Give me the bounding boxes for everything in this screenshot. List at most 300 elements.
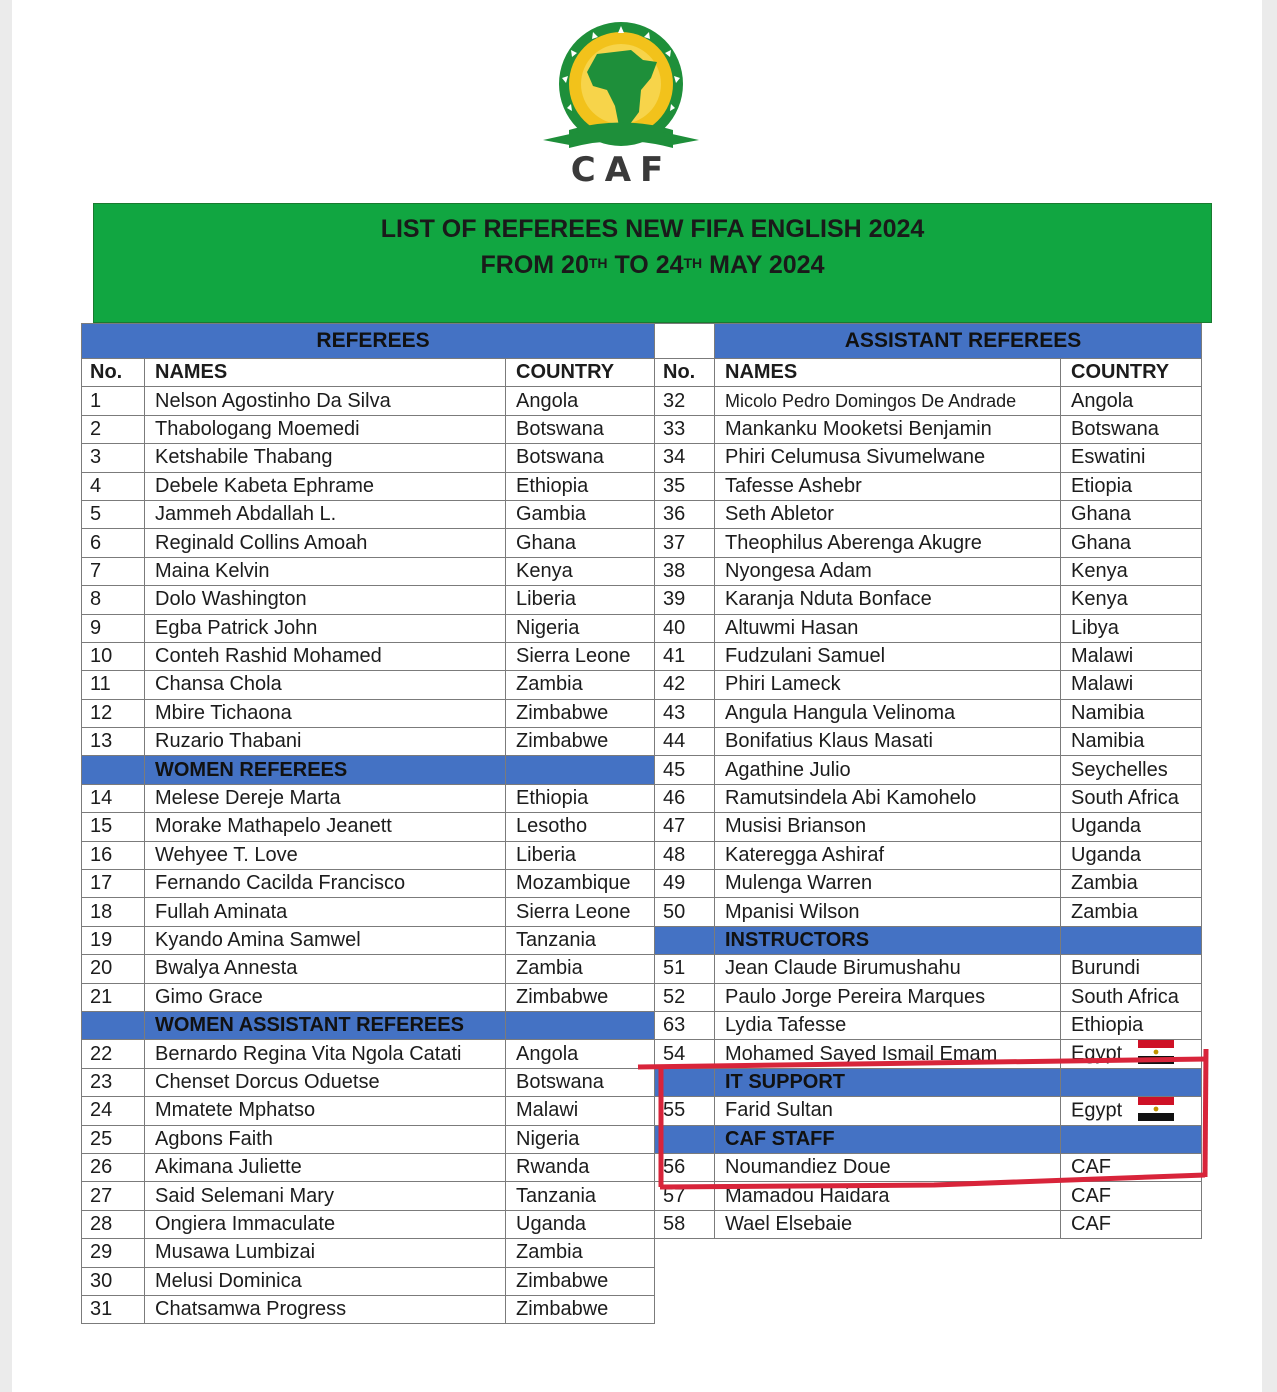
person-name: Ongiera Immaculate <box>145 1210 506 1238</box>
table-row <box>655 784 1202 812</box>
person-name: Akimana Juliette <box>145 1153 506 1181</box>
country-cell <box>1061 1210 1202 1238</box>
row-number: 4 <box>82 472 145 500</box>
person-name: Jean Claude Birumushahu <box>715 955 1061 983</box>
row-number: 13 <box>82 728 145 756</box>
country-cell <box>1061 955 1202 983</box>
country-name: Kenya <box>516 559 573 582</box>
person-name: Morake Mathapelo Jeanett <box>145 813 506 841</box>
country-cell <box>1061 870 1202 898</box>
table-row <box>82 983 655 1011</box>
country-name: CAF <box>1071 1184 1111 1207</box>
country-cell <box>506 813 655 841</box>
country-name: Sierra Leone <box>516 900 631 923</box>
country-cell <box>506 1210 655 1238</box>
table-row <box>655 529 1202 557</box>
country-name: Ghana <box>1071 531 1132 554</box>
row-number: 17 <box>82 870 145 898</box>
country-name: CAF <box>1071 1156 1111 1179</box>
person-name: Fernando Cacilda Francisco <box>145 870 506 898</box>
country-cell <box>1061 841 1202 869</box>
person-name: Gimo Grace <box>145 983 506 1011</box>
caf-logo <box>539 20 719 190</box>
country-name: Namibia <box>1071 701 1145 724</box>
table-row <box>82 500 655 528</box>
person-name: Phiri Celumusa Sivumelwane <box>715 444 1061 472</box>
country-name: Zambia <box>516 957 583 980</box>
row-number: 11 <box>82 671 145 699</box>
table-row <box>82 898 655 926</box>
country-cell <box>506 870 655 898</box>
row-number: 30 <box>82 1267 145 1295</box>
country-name: Ghana <box>516 531 577 554</box>
row-number: 14 <box>82 784 145 812</box>
row-number: 24 <box>82 1097 145 1125</box>
table-row <box>82 813 655 841</box>
col-header-no: No. <box>82 359 145 387</box>
table-row <box>655 870 1202 898</box>
row-number: 32 <box>655 387 715 415</box>
person-name: Agathine Julio <box>715 756 1061 784</box>
section-header-row <box>655 1125 1202 1153</box>
section-band <box>655 324 1202 359</box>
table-row <box>655 756 1202 784</box>
section-header-row <box>82 756 655 784</box>
table-row <box>82 586 655 614</box>
person-name: Melusi Dominica <box>145 1267 506 1295</box>
caf-africa-logo-icon <box>539 20 719 155</box>
country-cell <box>1061 813 1202 841</box>
person-name: Maina Kelvin <box>145 557 506 585</box>
table-row <box>82 784 655 812</box>
person-name: Tafesse Ashebr <box>715 472 1061 500</box>
row-number: 57 <box>655 1182 715 1210</box>
row-number: 63 <box>655 1011 715 1039</box>
row-number: 40 <box>655 614 715 642</box>
row-number: 37 <box>655 529 715 557</box>
country-name: Botswana <box>516 1070 604 1093</box>
header-row <box>82 359 655 387</box>
row-number: 18 <box>82 898 145 926</box>
person-name: Mpanisi Wilson <box>715 898 1061 926</box>
row-number: 19 <box>82 926 145 954</box>
row-number: 58 <box>655 1210 715 1238</box>
country-cell <box>506 472 655 500</box>
person-name: Mulenga Warren <box>715 870 1061 898</box>
table-row <box>655 472 1202 500</box>
table-row <box>655 614 1202 642</box>
country-cell <box>1061 1153 1202 1181</box>
section-label: INSTRUCTORS <box>715 926 1061 954</box>
country-cell <box>506 586 655 614</box>
col-header-no: No. <box>655 359 715 387</box>
row-number: 10 <box>82 642 145 670</box>
country-name: Ethiopia <box>516 474 589 497</box>
person-name: Lydia Tafesse <box>715 1011 1061 1039</box>
country-name: Zambia <box>516 1241 583 1264</box>
person-name: Phiri Lameck <box>715 671 1061 699</box>
person-name: Paulo Jorge Pereira Marques <box>715 983 1061 1011</box>
table-row <box>82 1239 655 1267</box>
person-name: Said Selemani Mary <box>145 1182 506 1210</box>
person-name: Wehyee T. Love <box>145 841 506 869</box>
table-row <box>82 841 655 869</box>
row-number: 28 <box>82 1210 145 1238</box>
country-name: Zimbabwe <box>516 701 609 724</box>
table-row <box>655 1153 1202 1181</box>
country-name: Nigeria <box>516 616 580 639</box>
egypt-flag-icon <box>1138 1040 1174 1064</box>
table-row <box>655 557 1202 585</box>
row-number: 54 <box>655 1040 715 1068</box>
table-row <box>82 1210 655 1238</box>
country-name: Botswana <box>516 446 604 469</box>
country-cell <box>506 784 655 812</box>
country-name: Angola <box>1071 389 1134 412</box>
country-name: Malawi <box>1071 645 1134 668</box>
country-name: Nigeria <box>516 1127 580 1150</box>
table-row <box>82 1097 655 1125</box>
country-name: Ethiopia <box>516 787 589 810</box>
section-label: IT SUPPORT <box>715 1068 1061 1096</box>
table-row <box>655 415 1202 443</box>
row-number: 7 <box>82 557 145 585</box>
table-row <box>82 387 655 415</box>
row-number: 9 <box>82 614 145 642</box>
country-name: CAF <box>1071 1212 1111 1235</box>
band-label: ASSISTANT REFEREES <box>715 324 1202 359</box>
row-number: 49 <box>655 870 715 898</box>
country-cell <box>506 415 655 443</box>
country-cell <box>506 699 655 727</box>
country-cell <box>1061 728 1202 756</box>
country-cell <box>506 387 655 415</box>
table-row <box>655 813 1202 841</box>
person-name: Bwalya Annesta <box>145 955 506 983</box>
person-name: Fullah Aminata <box>145 898 506 926</box>
person-name: Musawa Lumbizai <box>145 1239 506 1267</box>
country-name: Zambia <box>1071 872 1138 895</box>
person-name: Thabologang Moemedi <box>145 415 506 443</box>
band-blank-cell <box>655 324 715 359</box>
person-name: Micolo Pedro Domingos De Andrade <box>715 387 1061 415</box>
country-name: Egypt <box>1071 1042 1123 1065</box>
person-name: Altuwmi Hasan <box>715 614 1061 642</box>
country-name: Zambia <box>1071 900 1138 923</box>
person-name: Karanja Nduta Bonface <box>715 586 1061 614</box>
country-name: South Africa <box>1071 985 1179 1008</box>
row-number: 34 <box>655 444 715 472</box>
table-row <box>655 1040 1202 1068</box>
table-row <box>655 500 1202 528</box>
country-name: Malawi <box>516 1099 579 1122</box>
title-line-1: LIST OF REFEREES NEW FIFA ENGLISH 2024 <box>380 215 925 243</box>
table-row <box>655 1182 1202 1210</box>
person-name: Chansa Chola <box>145 671 506 699</box>
person-name: Nyongesa Adam <box>715 557 1061 585</box>
person-name: Nelson Agostinho Da Silva <box>145 387 506 415</box>
table-row <box>655 671 1202 699</box>
country-name: Kenya <box>1071 559 1128 582</box>
country-cell <box>1061 1097 1202 1125</box>
country-cell <box>506 841 655 869</box>
section-header-row <box>655 926 1202 954</box>
row-number: 3 <box>82 444 145 472</box>
col-header-country: COUNTRY <box>506 359 655 387</box>
country-cell <box>506 1040 655 1068</box>
person-name: Seth Abletor <box>715 500 1061 528</box>
country-cell <box>1061 642 1202 670</box>
row-number: 42 <box>655 671 715 699</box>
country-cell <box>1061 699 1202 727</box>
person-name: Angula Hangula Velinoma <box>715 699 1061 727</box>
country-name: Liberia <box>516 588 577 611</box>
row-number: 5 <box>82 500 145 528</box>
country-cell <box>506 1125 655 1153</box>
country-cell <box>1061 1182 1202 1210</box>
row-number: 1 <box>82 387 145 415</box>
table-row <box>82 1182 655 1210</box>
country-name: Botswana <box>516 417 604 440</box>
row-number: 43 <box>655 699 715 727</box>
country-name: Sierra Leone <box>516 645 631 668</box>
person-name: Chenset Dorcus Oduetse <box>145 1068 506 1096</box>
table-row <box>82 1040 655 1068</box>
person-name: Bonifatius Klaus Masati <box>715 728 1061 756</box>
table-row <box>82 1267 655 1295</box>
country-cell <box>1061 983 1202 1011</box>
row-number: 41 <box>655 642 715 670</box>
country-cell <box>1061 671 1202 699</box>
table-row <box>82 472 655 500</box>
country-cell <box>1061 415 1202 443</box>
row-number: 48 <box>655 841 715 869</box>
country-cell <box>506 500 655 528</box>
person-name: Agbons Faith <box>145 1125 506 1153</box>
country-cell <box>506 444 655 472</box>
row-number: 22 <box>82 1040 145 1068</box>
table-row <box>82 557 655 585</box>
table-row <box>655 1097 1202 1125</box>
row-number: 6 <box>82 529 145 557</box>
country-cell <box>506 1239 655 1267</box>
person-name: Musisi Brianson <box>715 813 1061 841</box>
country-cell <box>506 671 655 699</box>
section-label: CAF STAFF <box>715 1125 1061 1153</box>
table-row <box>82 642 655 670</box>
country-name: Tanzania <box>516 929 597 951</box>
country-name: Uganda <box>1071 815 1142 838</box>
country-cell <box>1061 444 1202 472</box>
person-name: Kyando Amina Samwel <box>145 926 506 954</box>
person-name: Ruzario Thabani <box>145 728 506 756</box>
country-name: Zambia <box>516 673 583 696</box>
row-number: 36 <box>655 500 715 528</box>
document-title <box>93 203 1212 323</box>
country-cell <box>506 642 655 670</box>
country-cell <box>506 1097 655 1125</box>
country-name: Angola <box>516 1042 579 1065</box>
country-cell <box>506 1267 655 1295</box>
country-cell <box>1061 898 1202 926</box>
row-number: 52 <box>655 983 715 1011</box>
row-number: 16 <box>82 841 145 869</box>
table-row <box>82 415 655 443</box>
row-number: 25 <box>82 1125 145 1153</box>
section-label: WOMEN REFEREES <box>145 756 506 784</box>
table-row <box>655 586 1202 614</box>
table-row <box>655 387 1202 415</box>
person-name: Mohamed Sayed Ismail Emam <box>715 1040 1061 1068</box>
row-number: 8 <box>82 586 145 614</box>
col-header-country: COUNTRY <box>1061 359 1202 387</box>
country-name: Eswatini <box>1071 446 1146 469</box>
person-name: Theophilus Aberenga Akugre <box>715 529 1061 557</box>
caf-logo-text: CAF <box>570 150 673 190</box>
person-name: Dolo Washington <box>145 586 506 614</box>
table-row <box>82 699 655 727</box>
table-row <box>655 728 1202 756</box>
table-row <box>82 728 655 756</box>
row-number: 26 <box>82 1153 145 1181</box>
table-row <box>82 1125 655 1153</box>
person-name: Farid Sultan <box>715 1097 1061 1125</box>
country-cell <box>1061 784 1202 812</box>
row-number: 45 <box>655 756 715 784</box>
table-row <box>82 671 655 699</box>
person-name: Mmatete Mphatso <box>145 1097 506 1125</box>
person-name: Ketshabile Thabang <box>145 444 506 472</box>
country-cell <box>1061 472 1202 500</box>
table-row <box>82 1068 655 1096</box>
country-cell <box>506 926 655 954</box>
country-cell <box>1061 387 1202 415</box>
country-name: South Africa <box>1071 787 1179 810</box>
country-cell <box>506 1153 655 1181</box>
person-name: Egba Patrick John <box>145 614 506 642</box>
country-name: Lesotho <box>516 815 588 838</box>
person-name: Mbire Tichaona <box>145 699 506 727</box>
country-cell <box>506 728 655 756</box>
table-row <box>82 614 655 642</box>
person-name: Bernardo Regina Vita Ngola Catati <box>145 1040 506 1068</box>
country-cell <box>506 1182 655 1210</box>
row-number: 21 <box>82 983 145 1011</box>
person-name: Jammeh Abdallah L. <box>145 500 506 528</box>
country-name: Ghana <box>1071 503 1132 526</box>
row-number: 46 <box>655 784 715 812</box>
person-name: Mankanku Mooketsi Benjamin <box>715 415 1061 443</box>
row-number: 55 <box>655 1097 715 1125</box>
egypt-flag-icon <box>1138 1097 1174 1121</box>
country-name: Zimbabwe <box>516 1269 609 1292</box>
country-name: Gambia <box>516 503 587 526</box>
country-name: Egypt <box>1071 1099 1123 1122</box>
country-cell <box>1061 756 1202 784</box>
col-header-names: NAMES <box>715 359 1061 387</box>
table-row <box>82 926 655 954</box>
section-band <box>82 324 655 359</box>
country-name: Libya <box>1071 616 1119 639</box>
table-row <box>655 955 1202 983</box>
person-name: Fudzulani Samuel <box>715 642 1061 670</box>
country-name: Seychelles <box>1071 758 1168 781</box>
table-row <box>655 444 1202 472</box>
row-number: 50 <box>655 898 715 926</box>
table-row <box>82 1153 655 1181</box>
row-number: 35 <box>655 472 715 500</box>
row-number: 12 <box>82 699 145 727</box>
row-number: 15 <box>82 813 145 841</box>
country-name: Kenya <box>1071 588 1128 611</box>
country-cell <box>1061 529 1202 557</box>
row-number: 51 <box>655 955 715 983</box>
country-name: Etiopia <box>1071 474 1133 497</box>
row-number: 20 <box>82 955 145 983</box>
table-row <box>82 1295 655 1323</box>
country-cell <box>506 529 655 557</box>
person-name: Reginald Collins Amoah <box>145 529 506 557</box>
country-cell <box>1061 614 1202 642</box>
country-name: Namibia <box>1071 730 1145 753</box>
table-row <box>655 898 1202 926</box>
referees-table <box>81 323 655 1324</box>
person-name: Debele Kabeta Ephrame <box>145 472 506 500</box>
section-header-row <box>655 1068 1202 1096</box>
table-row <box>655 983 1202 1011</box>
person-name: Ramutsindela Abi Kamohelo <box>715 784 1061 812</box>
country-name: Uganda <box>516 1212 587 1235</box>
person-name: Conteh Rashid Mohamed <box>145 642 506 670</box>
country-name: Zimbabwe <box>516 730 609 753</box>
country-name: Zimbabwe <box>516 985 609 1008</box>
section-label: WOMEN ASSISTANT REFEREES <box>145 1011 506 1039</box>
row-number: 47 <box>655 813 715 841</box>
country-name: Angola <box>516 389 579 412</box>
country-name: Burundi <box>1071 957 1140 980</box>
country-cell <box>1061 1040 1202 1068</box>
row-number: 33 <box>655 415 715 443</box>
country-name: Uganda <box>1071 843 1142 866</box>
person-name: Wael Elsebaie <box>715 1210 1061 1238</box>
table-row <box>82 870 655 898</box>
table-row <box>655 841 1202 869</box>
country-cell <box>1061 557 1202 585</box>
assistant-referees-table <box>654 323 1202 1239</box>
row-number: 44 <box>655 728 715 756</box>
country-name: Zimbabwe <box>516 1298 609 1321</box>
country-name: Malawi <box>1071 673 1134 696</box>
header-row <box>655 359 1202 387</box>
country-cell <box>506 614 655 642</box>
col-header-names: NAMES <box>145 359 506 387</box>
table-row <box>655 699 1202 727</box>
table-row <box>655 642 1202 670</box>
row-number: 31 <box>82 1295 145 1323</box>
table-row <box>82 444 655 472</box>
country-cell <box>506 557 655 585</box>
person-name: Noumandiez Doue <box>715 1153 1061 1181</box>
country-cell <box>506 983 655 1011</box>
country-name: Botswana <box>1071 417 1159 440</box>
country-name: Mozambique <box>516 872 631 895</box>
table-row <box>82 955 655 983</box>
country-name: Rwanda <box>516 1156 590 1179</box>
section-header-row <box>82 1011 655 1039</box>
table-row <box>655 1011 1202 1039</box>
country-name: Ethiopia <box>1071 1014 1144 1037</box>
country-cell <box>1061 500 1202 528</box>
